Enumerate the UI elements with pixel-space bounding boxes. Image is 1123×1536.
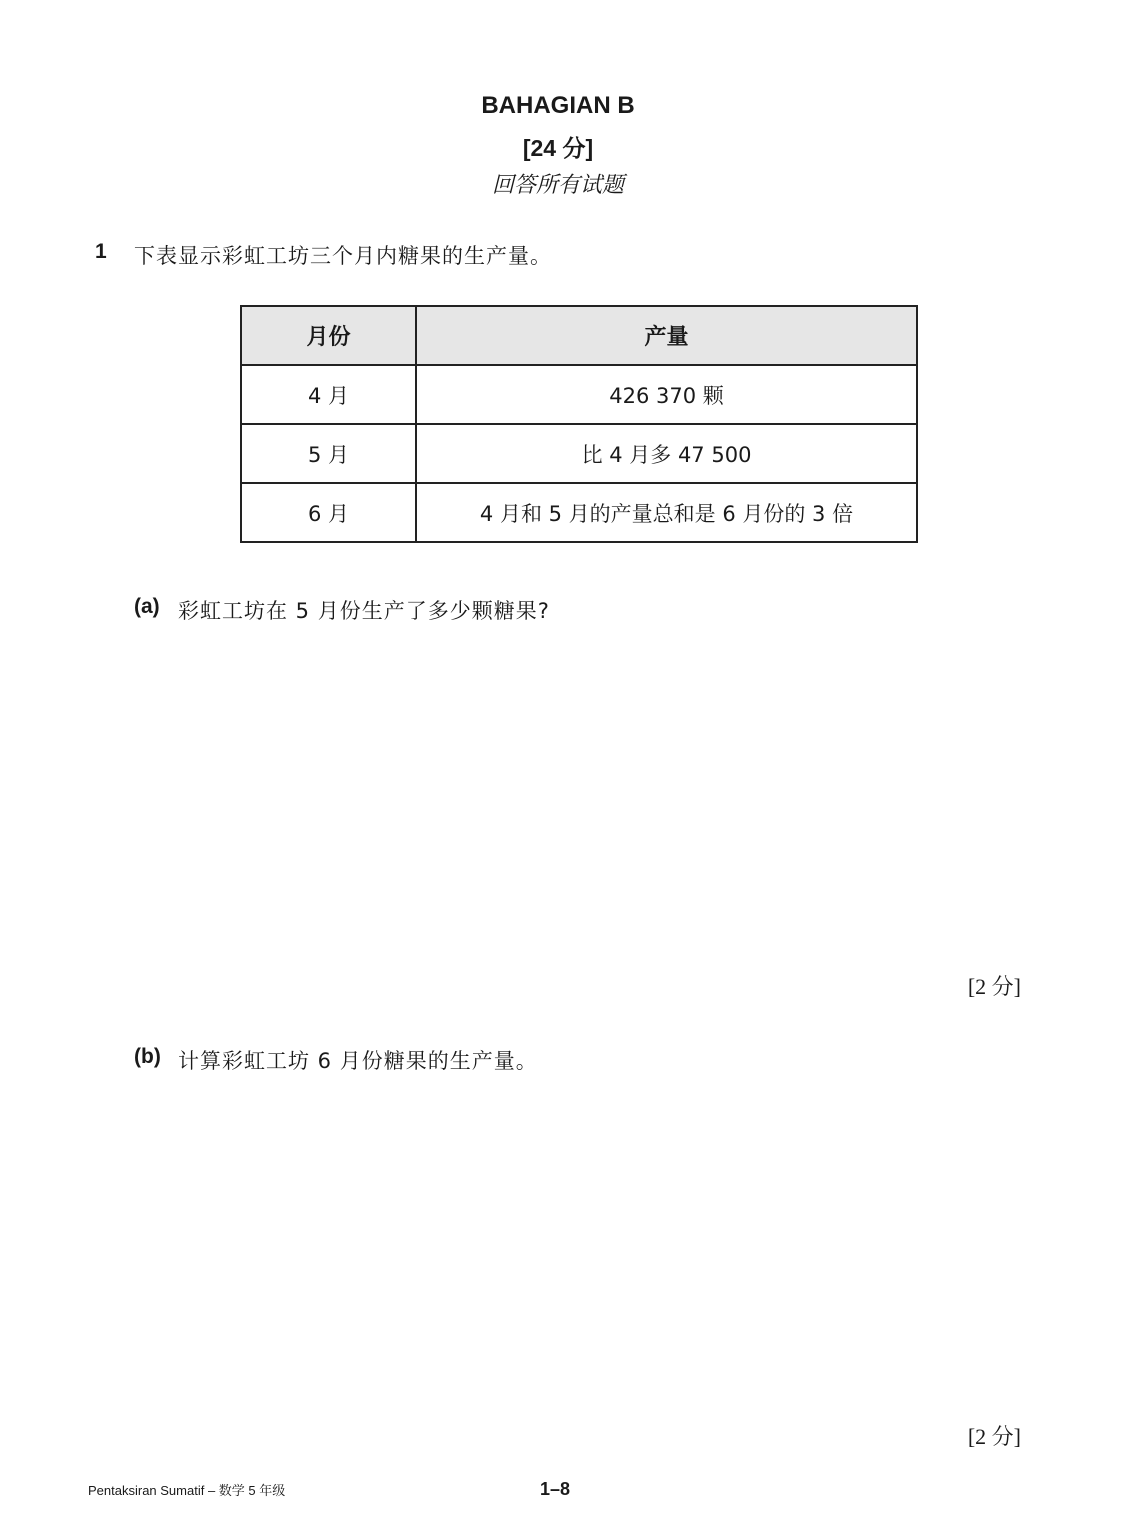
table-row xyxy=(241,424,917,483)
table-cell-month: 6 月 xyxy=(241,483,416,542)
table-cell-production: 比 4 月多 47 500 xyxy=(416,424,917,483)
table-row xyxy=(241,365,917,424)
table-cell-month: 5 月 xyxy=(241,424,416,483)
part-b-text: 计算彩虹工坊 6 月份糖果的生产量。 xyxy=(178,1049,538,1073)
question-number: 1 xyxy=(95,240,107,263)
page-number: 1–8 xyxy=(539,1479,571,1499)
footer-text: Pentaksiran Sumatif – 数学 5 年级 xyxy=(88,1483,286,1498)
part-b-label: (b) xyxy=(134,1045,161,1068)
question-stem: 下表显示彩虹工坊三个月内糖果的生产量。 xyxy=(134,244,552,268)
part-a-label: (a) xyxy=(134,595,160,618)
table-cell-production: 426 370 颗 xyxy=(416,365,917,424)
table-header-month: 月份 xyxy=(241,306,416,365)
production-table xyxy=(240,305,918,543)
part-a-text: 彩虹工坊在 5 月份生产了多少颗糖果? xyxy=(178,599,550,623)
part-b-marks: [2 分] xyxy=(967,1424,1021,1449)
table-cell-month: 4 月 xyxy=(241,365,416,424)
instruction: 回答所有试题 xyxy=(491,172,624,197)
total-marks: [24 分] xyxy=(522,135,594,161)
table-header-row xyxy=(241,306,917,365)
table-cell-production: 4 月和 5 月的产量总和是 6 月份的 3 倍 xyxy=(416,483,917,542)
table-row xyxy=(241,483,917,542)
section-title: BAHAGIAN B xyxy=(481,92,635,119)
table-header-production: 产量 xyxy=(416,306,917,365)
part-a-marks: [2 分] xyxy=(967,974,1021,999)
